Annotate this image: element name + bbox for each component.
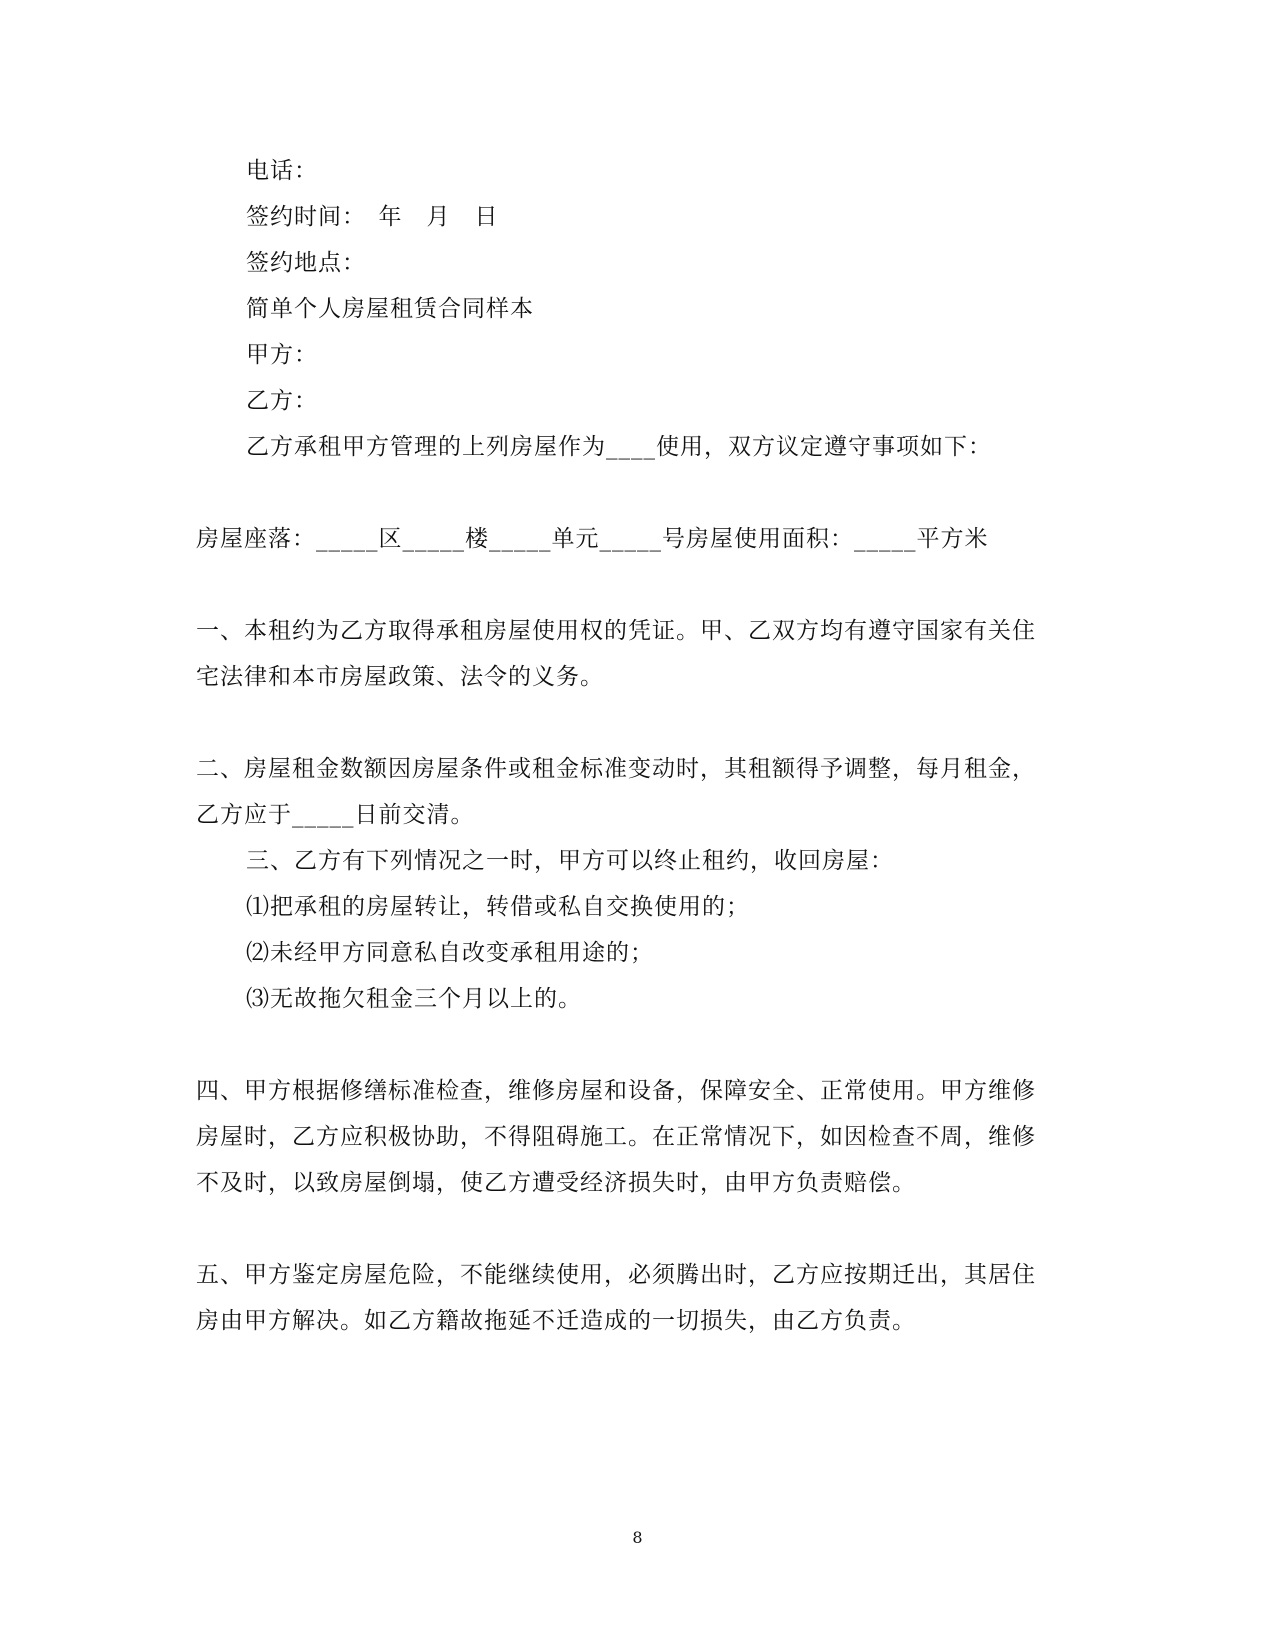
clause-4-line-3: 不及时，以致房屋倒塌，使乙方遭受经济损失时，由甲方负责赔偿。 [196,1170,916,1196]
clause-5-line-1: 五、甲方鉴定房屋危险，不能继续使用，必须腾出时，乙方应按期迁出，其居住 [196,1262,1036,1288]
clause-1-line-2: 宅法律和本市房屋政策、法令的义务。 [196,664,604,690]
document-title: 简单个人房屋租赁合同样本 [246,296,534,322]
intro-paragraph: 乙方承租甲方管理的上列房屋作为____使用，双方议定遵守事项如下： [246,434,992,460]
phone-field: 电话： [246,158,318,184]
location-paragraph: 房屋座落：_____区_____楼_____单元_____号房屋使用面积：_____平方米 [196,526,989,552]
party-b-field: 乙方： [246,388,318,414]
clause-2-line-2: 乙方应于_____日前交清。 [196,802,475,828]
clause-3-item-3: ⑶无故拖欠租金三个月以上的。 [246,986,582,1012]
sign-place-field: 签约地点： [246,250,366,276]
clause-5-line-2: 房由甲方解决。如乙方籍故拖延不迁造成的一切损失，由乙方负责。 [196,1308,916,1334]
clause-2-line-1: 二、房屋租金数额因房屋条件或租金标准变动时，其租额得予调整，每月租金， [196,756,1036,782]
clause-4-line-2: 房屋时，乙方应积极协助，不得阻碍施工。在正常情况下，如因检查不周，维修 [196,1124,1036,1150]
clause-1-line-1: 一、本租约为乙方取得承租房屋使用权的凭证。甲、乙双方均有遵守国家有关住 [196,618,1036,644]
clause-4-line-1: 四、甲方根据修缮标准检查，维修房屋和设备，保障安全、正常使用。甲方维修 [196,1078,1036,1104]
clause-3-item-2: ⑵未经甲方同意私自改变承租用途的； [246,940,654,966]
sign-date-field: 签约时间： 年 月 日 [246,204,499,230]
clause-3-item-1: ⑴把承租的房屋转让，转借或私自交换使用的； [246,894,750,920]
clause-3-lead: 三、乙方有下列情况之一时，甲方可以终止租约，收回房屋： [246,848,894,874]
party-a-field: 甲方： [246,342,318,368]
page-number: 8 [632,1528,643,1547]
